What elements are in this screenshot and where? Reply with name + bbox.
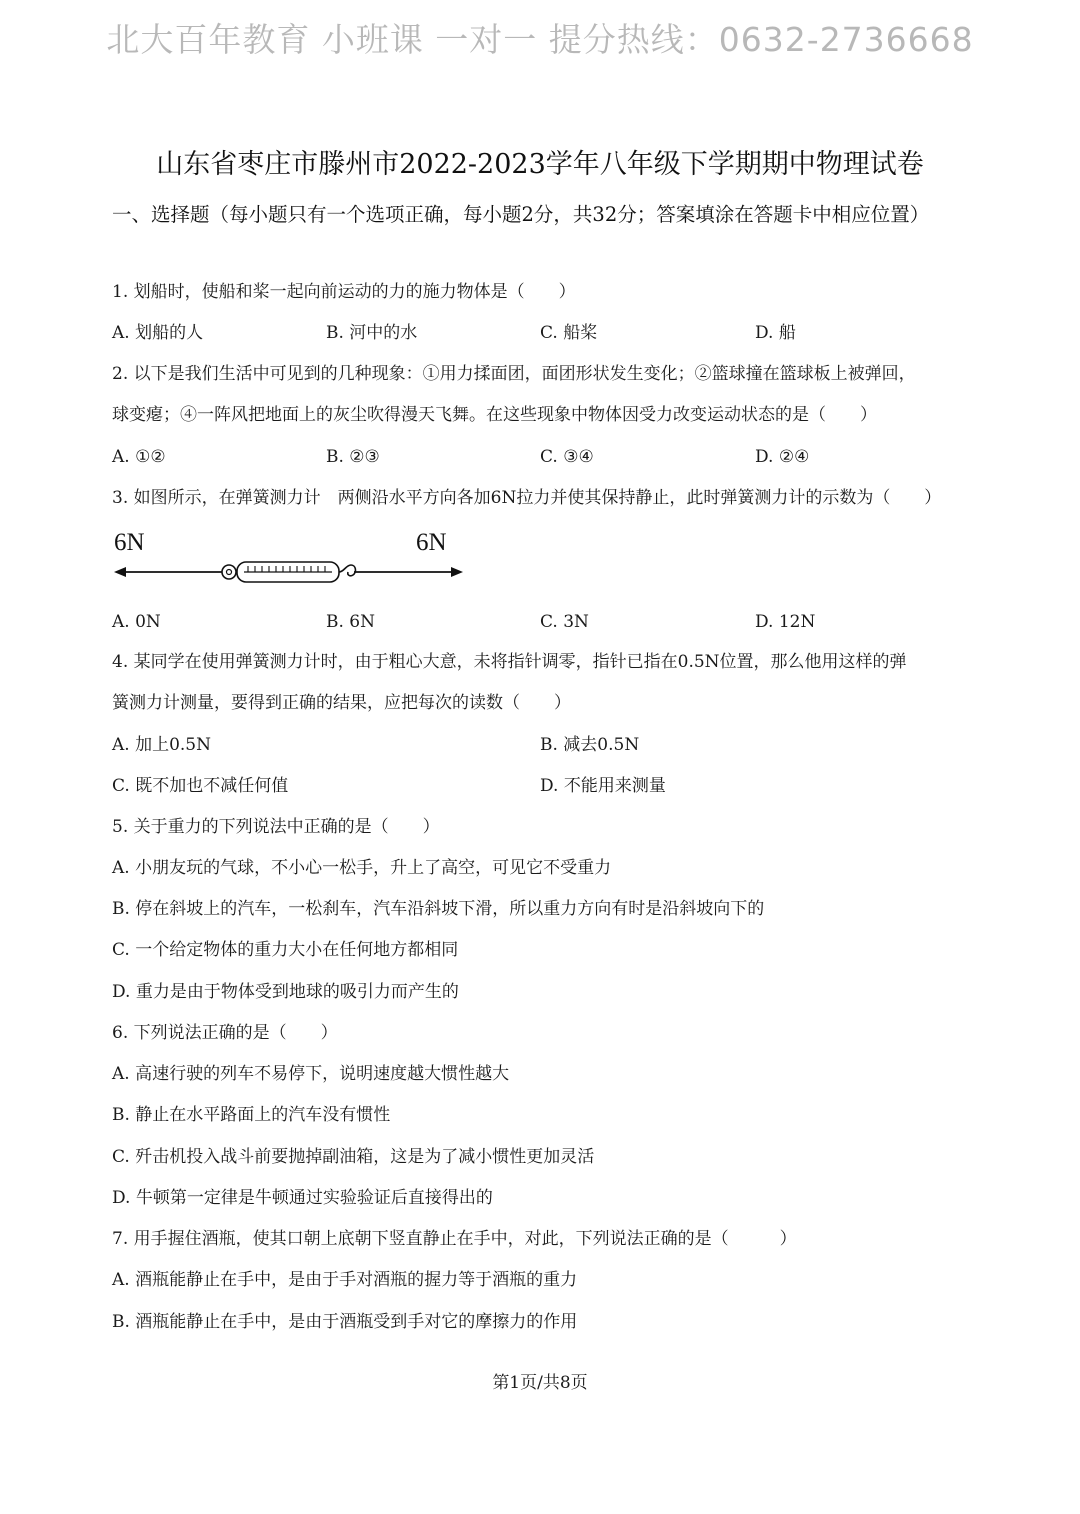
question-6-stem: 6. 下列说法正确的是（ ） (112, 1023, 338, 1043)
question-7-stem: 7. 用手握住酒瓶，使其口朝上底朝下竖直静止在手中，对此，下列说法正确的是（ ） (112, 1229, 797, 1249)
q3-option-a: A. 0N (112, 612, 161, 632)
section-heading: 一、选择题（每小题只有一个选项正确，每小题2分，共32分；答案填涂在答题卡中相应位置） (112, 203, 930, 226)
q1-option-b: B. 河中的水 (326, 323, 418, 343)
q7-option-b: B. 酒瓶能静止在手中，是由于酒瓶受到手对它的摩擦力的作用 (112, 1312, 578, 1332)
q6-option-c: C. 歼击机投入战斗前要抛掉副油箱，这是为了减小惯性更加灵活 (112, 1147, 595, 1167)
scale-hook-icon (339, 565, 355, 576)
exam-title: 山东省枣庄市滕州市2022-2023学年八年级下学期期中物理试卷 (156, 149, 924, 180)
q5-option-c: C. 一个给定物体的重力大小在任何地方都相同 (112, 940, 459, 960)
question-2-stem-line1: 2. 以下是我们生活中可见到的几种现象：①用力揉面团，面团形状发生变化；②篮球撞在篮球板上被弹回， (112, 364, 916, 384)
q1-option-d: D. 船 (755, 323, 796, 343)
q4-option-d: D. 不能用来测量 (540, 776, 666, 796)
question-2-stem-line2: 球变瘪；④一阵风把地面上的灰尘吹得漫天飞舞。在这些现象中物体因受力改变运动状态的是（ ） (112, 405, 877, 425)
q4-option-b: B. 减去0.5N (540, 735, 640, 755)
q6-option-a: A. 高速行驶的列车不易停下，说明速度越大惯性越大 (112, 1064, 510, 1084)
question-3-stem: 3. 如图所示，在弹簧测力计 两侧沿水平方向各加6N拉力并使其保持静止，此时弹簧测力计的示数为（ ） (112, 488, 942, 508)
right-force-label: 6N (416, 529, 447, 556)
q4-option-a: A. 加上0.5N (112, 735, 211, 755)
q3-option-c: C. 3N (540, 612, 589, 632)
right-arrowhead-icon (451, 567, 463, 577)
q3-option-d: D. 12N (755, 612, 816, 632)
q3-option-b: B. 6N (326, 612, 375, 632)
page-number: 第1页/共8页 (492, 1373, 588, 1393)
q1-option-c: C. 船桨 (540, 323, 598, 343)
q6-option-d: D. 牛顿第一定律是牛顿通过实验验证后直接得出的 (112, 1188, 493, 1208)
q4-option-c: C. 既不加也不减任何值 (112, 776, 289, 796)
spring-scale-figure (110, 528, 470, 590)
q6-option-b: B. 静止在水平路面上的汽车没有惯性 (112, 1105, 391, 1125)
q2-option-b: B. ②③ (326, 447, 380, 467)
q5-option-b: B. 停在斜坡上的汽车，一松刹车，汽车沿斜坡下滑，所以重力方向有时是沿斜坡向下的 (112, 899, 765, 919)
left-arrowhead-icon (114, 567, 126, 577)
scale-ring-icon (222, 565, 236, 579)
q2-option-c: C. ③④ (540, 447, 594, 467)
q5-option-d: D. 重力是由于物体受到地球的吸引力而产生的 (112, 982, 459, 1002)
question-1-stem: 1. 划船时，使船和桨一起向前运动的力的施力物体是（ ） (112, 282, 576, 302)
q7-option-a: A. 酒瓶能静止在手中，是由于手对酒瓶的握力等于酒瓶的重力 (112, 1270, 578, 1290)
question-4-stem-line1: 4. 某同学在使用弹簧测力计时，由于粗心大意，未将指针调零，指针已指在0.5N位置，那么他用这样的弹 (112, 652, 907, 672)
q2-option-d: D. ②④ (755, 447, 810, 467)
q1-option-a: A. 划船的人 (112, 323, 204, 343)
watermark: 北大百年教育 小班课 一对一 提分热线：0632-2736668 (106, 20, 974, 59)
left-force-label: 6N (114, 529, 145, 556)
question-4-stem-line2: 簧测力计测量，要得到正确的结果，应把每次的读数（ ） (112, 693, 571, 713)
question-5-stem: 5. 关于重力的下列说法中正确的是（ ） (112, 817, 440, 837)
q5-option-a: A. 小朋友玩的气球，不小心一松手，升上了高空，可见它不受重力 (112, 858, 612, 878)
q2-option-a: A. ①② (112, 447, 166, 467)
